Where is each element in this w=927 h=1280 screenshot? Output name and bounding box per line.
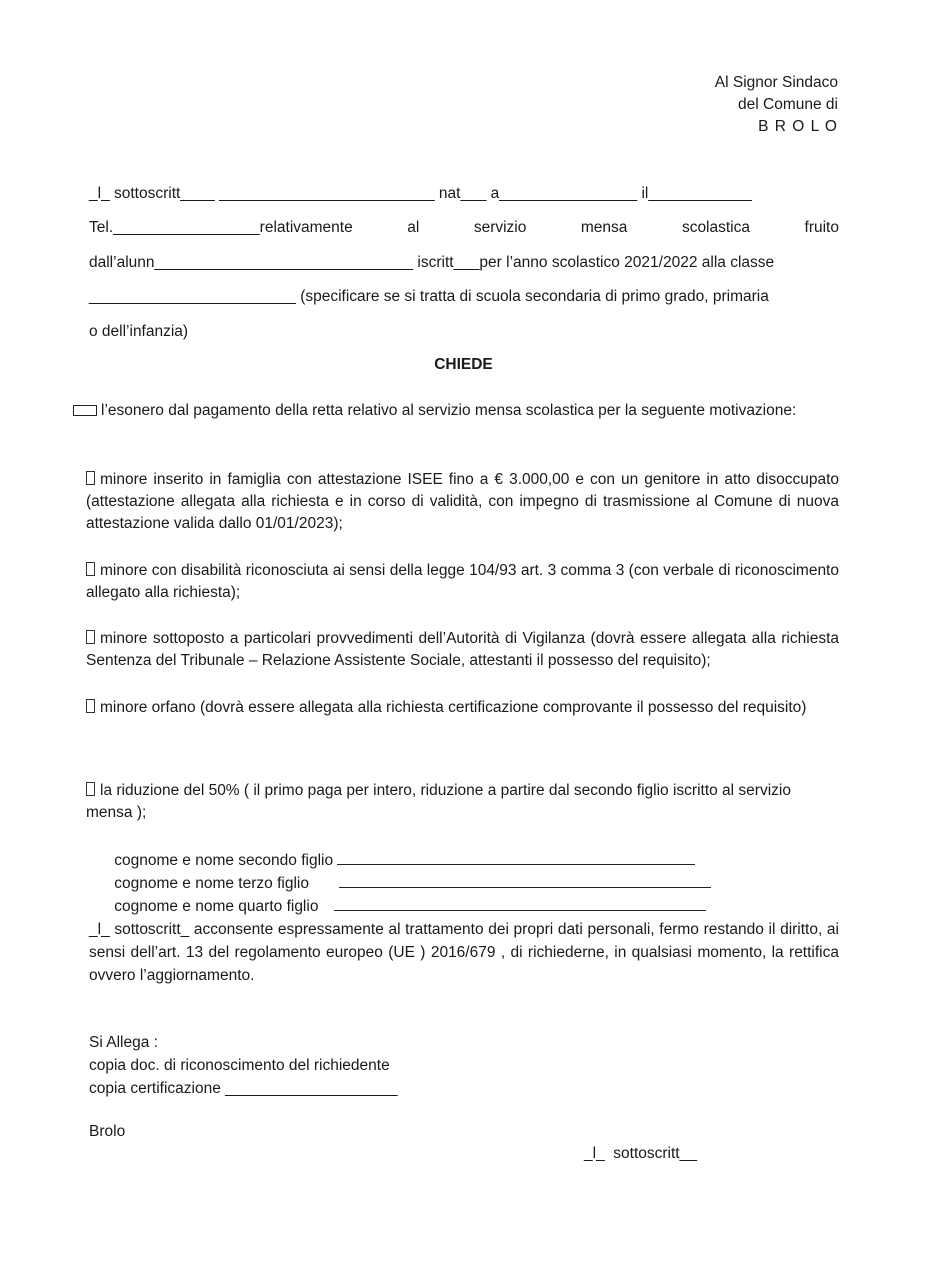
addressee-line1: Al Signor Sindaco xyxy=(714,74,838,91)
reason-isee-checkbox[interactable] xyxy=(86,471,95,485)
word-servizio: servizio xyxy=(473,219,527,236)
declarant-line-2 xyxy=(89,218,839,238)
attachments-title: Si Allega : xyxy=(89,1034,158,1051)
reason-isee: minore inserito in famiglia con attestazione ISEE fino a € 3.000,00 e con un genitore in atto disoccupato (attestazione allegata alla richiesta e in corso di validità, con impegno di trasmissione al Comune di nuova attestazione valida dallo 01/01/2023); xyxy=(86,471,839,532)
word-scolastica: scolastica xyxy=(681,219,750,236)
attachment-certificate: copia certificazione ____________________ xyxy=(89,1080,398,1097)
reason-orphan: minore orfano (dovrà essere allegata alla richiesta certificazione comprovante il possesso del requisito) xyxy=(86,697,839,719)
place: Brolo xyxy=(89,1123,126,1140)
reason-orphan-checkbox[interactable] xyxy=(86,699,95,713)
exemption-checkbox[interactable] xyxy=(73,405,97,416)
reason-disability: minore con disabilità riconosciuta ai sensi della legge 104/93 art. 3 comma 3 (con verbale di riconoscimento allegato alla richiesta); xyxy=(86,562,839,601)
reduction-checkbox[interactable] xyxy=(86,782,95,796)
declarant-line-5: o dell’infanzia) xyxy=(89,323,189,340)
declarant-line-1: _l_ sottoscritt____ _________________________ nat___ a________________ il____________ xyxy=(89,185,752,202)
privacy-consent: _l_ sottoscritt_ acconsente espressamente al trattamento dei propri dati personali, fermo restando il diritto, ai sensi dell’art. 13 del regolamento europeo (UE ) 2016/679 , di richiederne, in qualsiasi momento, la rettifica ovvero l’aggiornamento. xyxy=(89,921,839,984)
addressee-block xyxy=(715,72,838,138)
exemption-option xyxy=(73,400,839,422)
word-fruito: fruito xyxy=(804,219,839,236)
reason-authority-checkbox[interactable] xyxy=(86,630,95,644)
word-al: al xyxy=(407,219,420,236)
child-fourth-field[interactable] xyxy=(334,896,706,911)
tel-field: Tel._________________relativamente xyxy=(89,219,353,236)
attachment-id-copy: copia doc. di riconoscimento del richiedente xyxy=(89,1057,390,1074)
word-mensa: mensa xyxy=(580,219,628,236)
addressee-line2: del Comune di xyxy=(738,96,838,113)
child-row-third: cognome e nome terzo figlio xyxy=(97,849,717,918)
declarant-line-4: ________________________ (specificare se si tratta di scuola secondaria di primo grado, primaria xyxy=(89,288,769,305)
signature-line: _l_ sottoscritt__ xyxy=(584,1145,697,1162)
child-row-fourth: cognome e nome quarto figlio xyxy=(97,872,717,941)
addressee-line3: B R O L O xyxy=(758,118,838,135)
child-row-second: cognome e nome secondo figlio xyxy=(97,826,717,895)
exemption-text: l’esonero dal pagamento della retta relativo al servizio mensa scolastica per la seguente motivazione: xyxy=(101,402,797,419)
request-heading: CHIEDE xyxy=(434,356,493,373)
reduction-option: la riduzione del 50% ( il primo paga per intero, riduzione a partire dal secondo figlio iscritto al servizio mensa ); xyxy=(86,782,791,821)
reason-disability-checkbox[interactable] xyxy=(86,562,95,576)
reason-authority: minore sottoposto a particolari provvedimenti dell’Autorità di Vigilanza (dovrà essere allegata alla richiesta Sentenza del Tribunale – Relazione Assistente Sociale, attestanti il possesso del requisito); xyxy=(86,630,839,669)
declarant-line-3: dall’alunn______________________________ iscritt___per l’anno scolastico 2021/2022 alla classe xyxy=(89,254,775,271)
